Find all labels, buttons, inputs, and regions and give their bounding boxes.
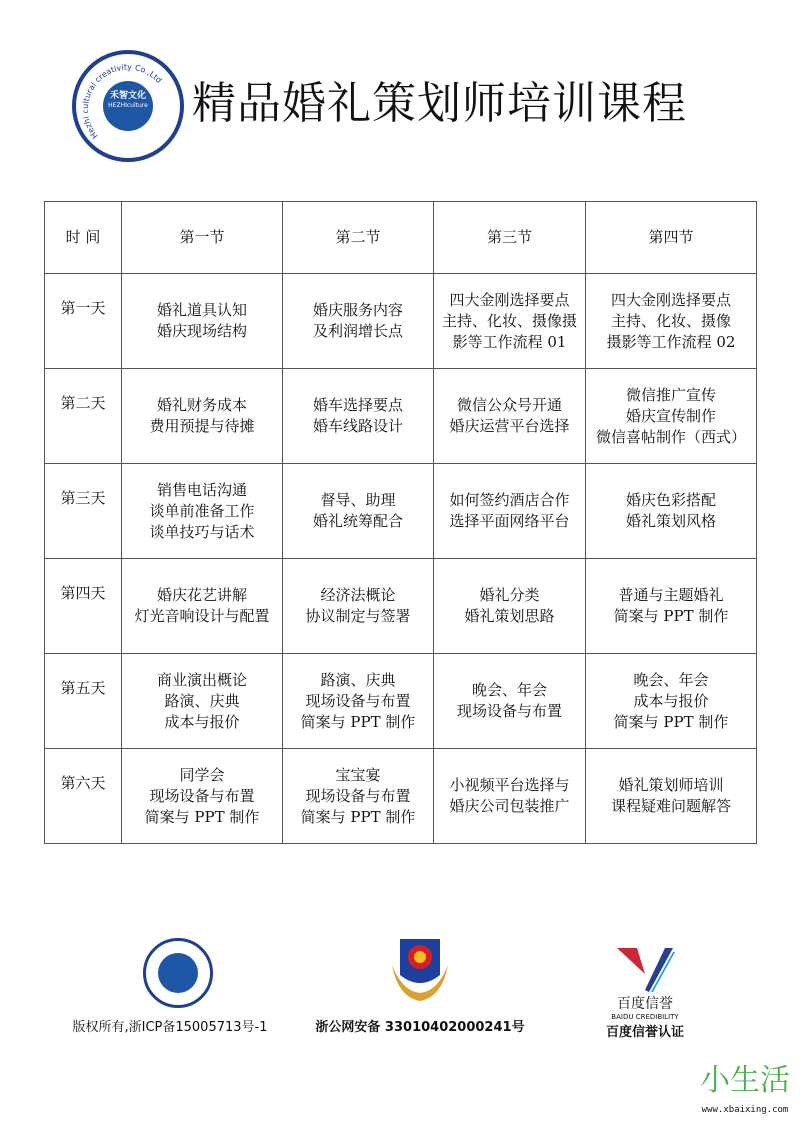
- day-cell: 第五天: [45, 654, 122, 749]
- watermark-url: www.xbaixing.com: [701, 1105, 789, 1115]
- session-line: 成本与报价: [633, 691, 709, 710]
- session-line: 婚礼财务成本: [156, 396, 247, 414]
- session-line: 成本与报价: [164, 712, 240, 731]
- watermark-text: 小生活: [700, 1063, 790, 1098]
- session-line: 婚庆花艺讲解: [156, 586, 247, 604]
- logo-ring-text: [76, 54, 180, 158]
- session-cell: [122, 369, 283, 464]
- session-line: 灯光音响设计与配置: [134, 607, 270, 625]
- session-line: 主持、化妆、摄像: [610, 311, 731, 330]
- session-line: 商业演出概论: [156, 670, 247, 689]
- session-cell: [283, 559, 434, 654]
- schedule-table: [44, 201, 757, 844]
- session-cell: [122, 559, 283, 654]
- day-cell: 第一天: [45, 274, 122, 369]
- hezhi-logo: [72, 50, 184, 162]
- session-line: 微信推广宣传: [625, 385, 716, 404]
- copyright-text: 版权所有,浙ICP备15005713号-1: [72, 1020, 268, 1035]
- session-line: 婚庆运营平台选择: [449, 417, 570, 435]
- table-header-row: [45, 202, 757, 274]
- session-line: 婚车线路设计: [312, 417, 403, 435]
- session-line: 四大金刚选择要点: [449, 290, 570, 309]
- session-line: 如何签约酒店合作: [449, 491, 570, 509]
- police-badge-icon: [388, 935, 452, 1005]
- session-line: 婚礼策划思路: [464, 607, 555, 625]
- session-line: 选择平面网络平台: [449, 512, 570, 530]
- session-cell: [586, 274, 757, 369]
- session-line: 现场设备与布置: [305, 691, 411, 710]
- session-line: 协议制定与签署: [305, 607, 411, 625]
- session-line: 普通与主题婚礼: [618, 586, 724, 604]
- session-line: 宝宝宴: [335, 765, 381, 784]
- session-line: 现场设备与布置: [305, 786, 411, 805]
- day-cell: 第三天: [45, 464, 122, 559]
- session-line: 及利润增长点: [312, 322, 403, 340]
- table-row: [45, 654, 757, 749]
- session-cell: [434, 559, 586, 654]
- session-line: 经济法概论: [320, 586, 396, 604]
- session-cell: [586, 464, 757, 559]
- session-line: 晚会、年会: [471, 681, 547, 699]
- header-cell: 时 间: [45, 202, 122, 274]
- day-cell: 第六天: [45, 749, 122, 844]
- session-line: 简案与 PPT 制作: [144, 807, 260, 826]
- header-cell: 第三节: [434, 202, 586, 274]
- session-line: 销售电话沟通: [156, 480, 247, 499]
- session-line: 谈单技巧与话术: [149, 522, 255, 541]
- session-line: 婚庆色彩搭配: [625, 491, 716, 509]
- session-line: 现场设备与布置: [456, 702, 562, 720]
- baidu-logo-en: BAIDU CREDIBILITY: [611, 1013, 679, 1021]
- session-line: 督导、助理: [320, 491, 396, 509]
- session-line: 婚庆公司包装推广: [449, 797, 570, 815]
- session-cell: [586, 559, 757, 654]
- session-cell: [283, 654, 434, 749]
- session-cell: [434, 654, 586, 749]
- table-row: [45, 749, 757, 844]
- session-line: 现场设备与布置: [149, 786, 255, 805]
- session-line: 婚礼策划师培训: [618, 776, 724, 794]
- session-line: 婚车选择要点: [312, 396, 403, 414]
- session-cell: [586, 749, 757, 844]
- session-line: 谈单前准备工作: [149, 501, 255, 520]
- session-cell: [434, 369, 586, 464]
- session-line: 四大金刚选择要点: [610, 290, 731, 309]
- session-cell: [283, 274, 434, 369]
- session-line: 微信公众号开通: [456, 396, 562, 414]
- session-line: 婚庆服务内容: [312, 301, 403, 319]
- session-cell: [283, 464, 434, 559]
- session-line: 婚礼统筹配合: [312, 512, 403, 530]
- session-line: 主持、化妆、摄像摄: [441, 311, 577, 330]
- session-cell: [434, 274, 586, 369]
- table-row: [45, 274, 757, 369]
- header-cell: 第一节: [122, 202, 283, 274]
- logo-name-cn: 禾智文化: [109, 91, 146, 101]
- session-cell: [283, 749, 434, 844]
- logo-name-en: HEZHIculture: [108, 102, 148, 109]
- session-line: 简案与 PPT 制作: [300, 712, 416, 731]
- header-cell: 第二节: [283, 202, 434, 274]
- baidu-logo-cn: 百度信誉: [617, 996, 673, 1012]
- baidu-credibility-icon: [615, 946, 675, 994]
- header-cell: 第四节: [586, 202, 757, 274]
- session-line: 简案与 PPT 制作: [613, 607, 729, 625]
- session-cell: [122, 749, 283, 844]
- session-line: 婚礼道具认知: [156, 301, 247, 319]
- session-line: 路演、庆典: [320, 670, 396, 689]
- session-line: 婚庆现场结构: [156, 322, 247, 340]
- session-line: 摄影等工作流程 02: [606, 332, 736, 351]
- hezhi-footer-logo: [130, 938, 226, 1010]
- day-cell: 第四天: [45, 559, 122, 654]
- table-row: [45, 369, 757, 464]
- police-record-text: 浙公网安备 33010402000241号: [315, 1020, 525, 1035]
- session-cell: [434, 464, 586, 559]
- session-cell: [434, 749, 586, 844]
- session-line: 简案与 PPT 制作: [300, 807, 416, 826]
- session-line: 婚庆宣传制作: [625, 406, 716, 425]
- session-line: 小视频平台选择与: [449, 776, 570, 794]
- page-title: 精品婚礼策划师培训课程: [192, 78, 687, 129]
- session-line: 影等工作流程 01: [452, 332, 567, 351]
- svg-text:Hezhi cultural creativity Co.,: Hezhi cultural creativity Co.,Ltd: [80, 62, 164, 141]
- table-row: [45, 559, 757, 654]
- session-cell: [122, 464, 283, 559]
- session-line: 婚礼策划风格: [625, 512, 716, 530]
- session-cell: [586, 654, 757, 749]
- session-line: 同学会: [179, 765, 225, 784]
- session-line: 婚礼分类: [479, 586, 540, 604]
- session-cell: [586, 369, 757, 464]
- session-line: 简案与 PPT 制作: [613, 712, 729, 731]
- session-line: 费用预提与待摊: [149, 417, 255, 435]
- session-cell: [283, 369, 434, 464]
- session-cell: [122, 654, 283, 749]
- session-cell: [122, 274, 283, 369]
- session-line: 路演、庆典: [164, 691, 240, 710]
- session-line: 课程疑难问题解答: [610, 797, 731, 815]
- table-row: [45, 464, 757, 559]
- day-cell: 第二天: [45, 369, 122, 464]
- baidu-credibility-text: 百度信誉认证: [605, 1025, 684, 1040]
- session-line: 晚会、年会: [633, 670, 709, 689]
- session-line: 微信喜帖制作（西式）: [595, 427, 746, 446]
